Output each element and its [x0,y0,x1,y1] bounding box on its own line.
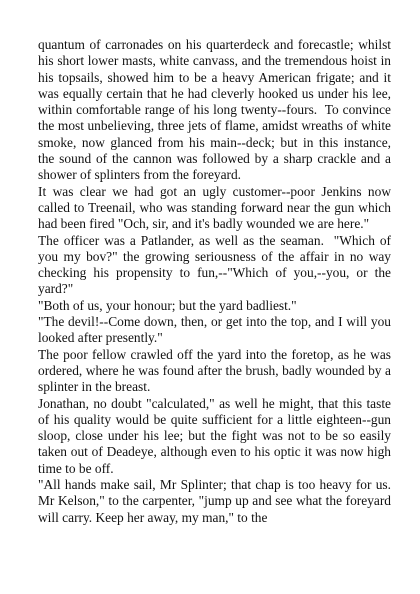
paragraph: "All hands make sail, Mr Splinter; that chap is too heavy for us. Mr Kelson," to the carpenter, "jump up and see what the foreyard will carry. Keep her away, my man," to the [38,477,395,525]
paragraph: Jonathan, no doubt "calculated," as well he might, that this taste of his quality would be quite sufficient for a little eighteen--gun sloop, close under his lee; but the fight was not to be so easily taken out of Deadeye, although even to his optic it was now high time to be off. [38,395,395,476]
paragraph: quantum of carronades on his quarterdeck and forecastle; whilst his short lower masts, white canvass, and the tremendous hoist in his topsails, showed him to be a heavy American frigate; and it was equally certain that he had cleverly hooked us under his lee, within comfortable range of his long twenty--fours. To convince the most unbelieving, three jets of flame, amidst wreaths of white smoke, now glanced from his main--deck; but in this instance, the sound of the cannon was followed by a sharp crackle and a shower of splinters from the foreyard. [38,37,395,183]
paragraph: "Both of us, your honour; but the yard badliest." [38,297,297,313]
paragraph: The officer was a Patlander, as well as the seaman. "Which of you my bov?" the growing seriousness of the affair in no way checking his propensity to fun,--"Which of you,--you, or the yard?" [38,232,395,297]
paragraph: It was clear we had got an ugly customer--poor Jenkins now called to Treenail, who was standing forward near the gun which had been fired "Och, sir, and it's badly wounded we are here." [38,183,395,232]
page-text [38,37,395,526]
paragraph: "The devil!--Come down, then, or get into the top, and I will you looked after presently." [38,314,395,346]
paragraph: The poor fellow crawled off the yard into the foretop, as he was ordered, where he was found after the brush, badly wounded by a splinter in the breast. [38,346,395,395]
